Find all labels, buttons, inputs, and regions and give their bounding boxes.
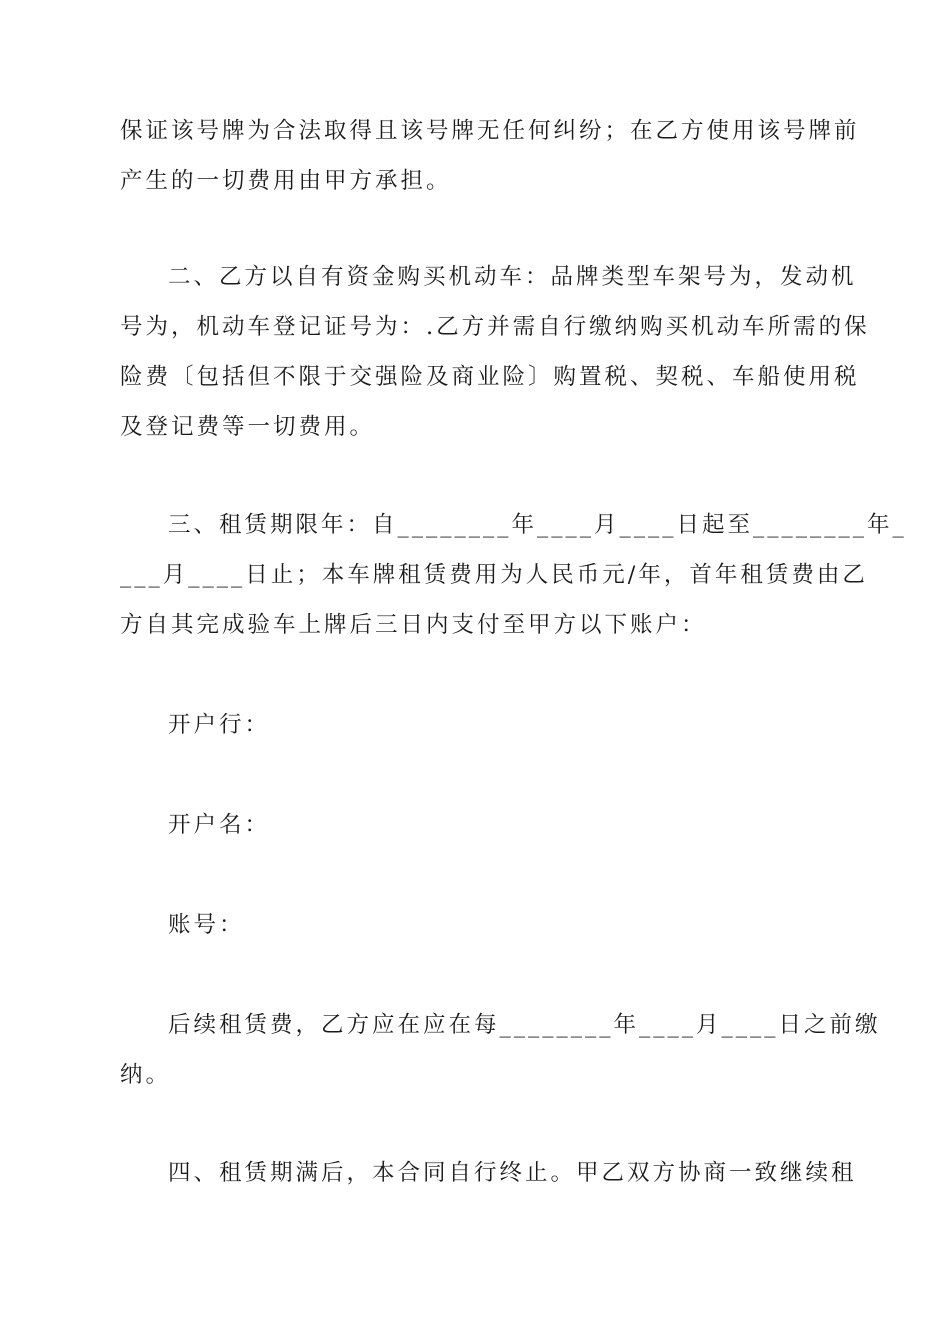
clause-2-line-4: 及登记费等一切费用。: [120, 414, 376, 440]
clause-3-line-3: 方自其完成验车上牌后三日内支付至甲方以下账户：: [120, 612, 707, 638]
account-name-label: 开户名：: [168, 812, 271, 838]
renewal-fee-line-1: 后续租赁费，乙方应在应在每________年____月____日之前缴: [168, 1012, 881, 1038]
clause-2-line-2: 号为，机动车登记证号为：.乙方并需自行缴纳购买机动车所需的保: [120, 314, 870, 340]
clause-2-line-3: 险费〔包括但不限于交强险及商业险〕购置税、契税、车船使用税: [120, 364, 860, 390]
clause-4-line-1: 四、租赁期满后，本合同自行终止。甲乙双方协商一致继续租: [168, 1160, 857, 1186]
paragraph-line-1: 保证该号牌为合法取得且该号牌无任何纠纷；在乙方使用该号牌前: [120, 118, 860, 144]
paragraph-line-2: 产生的一切费用由甲方承担。: [120, 168, 452, 194]
clause-3-line-1: 三、租赁期限年：自________年____月____日起至________年_: [168, 512, 907, 538]
renewal-fee-line-2: 纳。: [120, 1062, 172, 1088]
bank-name-label: 开户行：: [168, 712, 271, 738]
account-number-label: 账号：: [168, 912, 245, 938]
clause-3-line-2: ___月____日止；本车牌租赁费用为人民币元/年，首年租赁费由乙: [120, 562, 868, 588]
clause-2-line-1: 二、乙方以自有资金购买机动车：品牌类型车架号为，发动机: [168, 264, 857, 290]
